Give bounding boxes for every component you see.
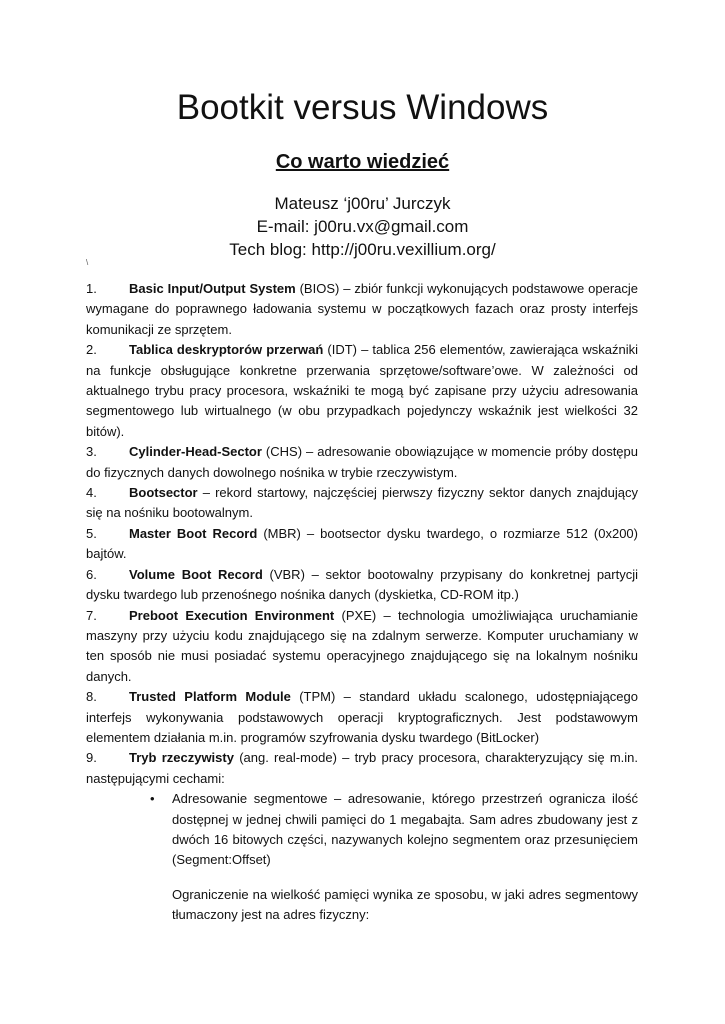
- item-number: 7.: [86, 607, 97, 623]
- item-term: Volume Boot Record: [129, 566, 263, 582]
- item-text: (MBR) – bootsector dysku twardego, o rozmiarze 512 (0x200) bajtów.: [86, 525, 638, 562]
- definition-item: [86, 442, 638, 483]
- item-number: 2.: [86, 342, 97, 358]
- item-term: Tablica deskryptorów przerwań: [129, 342, 324, 358]
- item-term: Bootsector: [129, 485, 198, 501]
- stray-mark: \: [86, 258, 89, 267]
- item-term: Basic Input/Output System: [129, 281, 296, 296]
- author-blog: Tech blog: http://j00ru.vexillium.org/: [229, 240, 496, 259]
- item-term: Trusted Platform Module: [129, 689, 291, 705]
- item-term: Preboot Execution Environment: [129, 607, 335, 623]
- author-name: Mateusz ‘j00ru’ Jurczyk: [274, 194, 451, 213]
- item-number: 9.: [86, 750, 97, 766]
- item-number: 1.: [86, 281, 97, 296]
- item-text: (IDT) – tablica 256 elementów, zawierająca wskaźniki na funkcje obsługujące konkretne przerwania sprzętowe/software’owe. W zależności od aktualnego trybu pracy procesora, wskaźniki te mogą być zapisane przy użyciu adresowania segmentowego lub wirtualnego (w obu przypadkach pojedynczy wskaźnik jest wielkości 32 bitów).: [86, 342, 638, 439]
- item-number: 5.: [86, 525, 97, 541]
- definition-item: [86, 340, 638, 442]
- item-text: – rekord startowy, najczęściej pierwszy fizyczny sektor danych znajdujący się na nośniku bootowalnym.: [86, 485, 638, 521]
- item-text: (CHS) – adresowanie obowiązujące w momencie próby dostępu do fizycznych danych dowolnego nośnika w trybie rzeczywistym.: [86, 444, 638, 480]
- author-block: [0, 192, 725, 261]
- document-title: Bootkit versus Windows: [176, 88, 549, 127]
- item-number: 4.: [86, 485, 97, 501]
- author-email: E-mail: j00ru.vx@gmail.com: [256, 217, 469, 236]
- item-text: (PXE) – technologia umożliwiająca uruchamianie maszyny przy użyciu kodu znajdującego się na zdalnym serwerze. Komputer uruchamiany w ten sposób nie musi posiadać systemu operacyjnego znajdującego się na lokalnym nośniku danych.: [86, 607, 638, 684]
- definition-item: [86, 524, 638, 565]
- item-text: (VBR) – sektor bootowalny przypisany do konkretnej partycji dysku twardego lub przenośnego nośnika danych (dyskietka, CD-ROM itp.): [86, 566, 638, 603]
- definition-list: [86, 279, 638, 926]
- definition-item: [86, 483, 638, 524]
- bullet-item: • Adresowanie segmentowe – adresowanie, którego przestrzeń ogranicza ilość dostępnej w jednej chwili pamięci do 1 megabajta. Sam adres zbudowany jest z dwóch 16 bitowych części, nazywanych kolejno segmentem oraz przesunięciem (Segment:Offset): [150, 789, 638, 871]
- definition-item: [86, 748, 638, 925]
- document-subtitle: Co warto wiedzieć: [275, 151, 450, 173]
- item-text: (TPM) – standard układu scalonego, udostępniającego interfejs wykonywania podstawowych operacji kryptograficznych. Jest podstawowym elementem działania m.in. programów szyfrowania dysku twardego (BitLocker): [86, 689, 638, 745]
- item-text: (ang. real-mode) – tryb pracy procesora, charakteryzujący się m.in. następującymi cechami:: [86, 750, 638, 786]
- explanation-paragraph: Ograniczenie na wielkość pamięci wynika ze sposobu, w jaki adres segmentowy tłumaczony jest na adres fizyczny:: [172, 886, 638, 923]
- item-text: (BIOS) – zbiór funkcji wykonujących podstawowe operacje wymagane do poprawnego ładowania systemu w początkowych fazach oraz prosty interfejs komunikacji ze sprzętem.: [86, 281, 638, 337]
- item-number: 8.: [86, 689, 97, 705]
- item-term: Cylinder-Head-Sector: [129, 444, 262, 460]
- item-number: 6.: [86, 566, 97, 582]
- item-term: Master Boot Record: [129, 525, 258, 541]
- definition-item: [86, 565, 638, 606]
- item-number: 3.: [86, 444, 97, 460]
- definition-item: [86, 279, 638, 340]
- definition-item: [86, 687, 638, 748]
- feature-bullet-list: [86, 789, 638, 871]
- definition-item: [86, 606, 638, 688]
- item-term: Tryb rzeczywisty: [129, 750, 234, 766]
